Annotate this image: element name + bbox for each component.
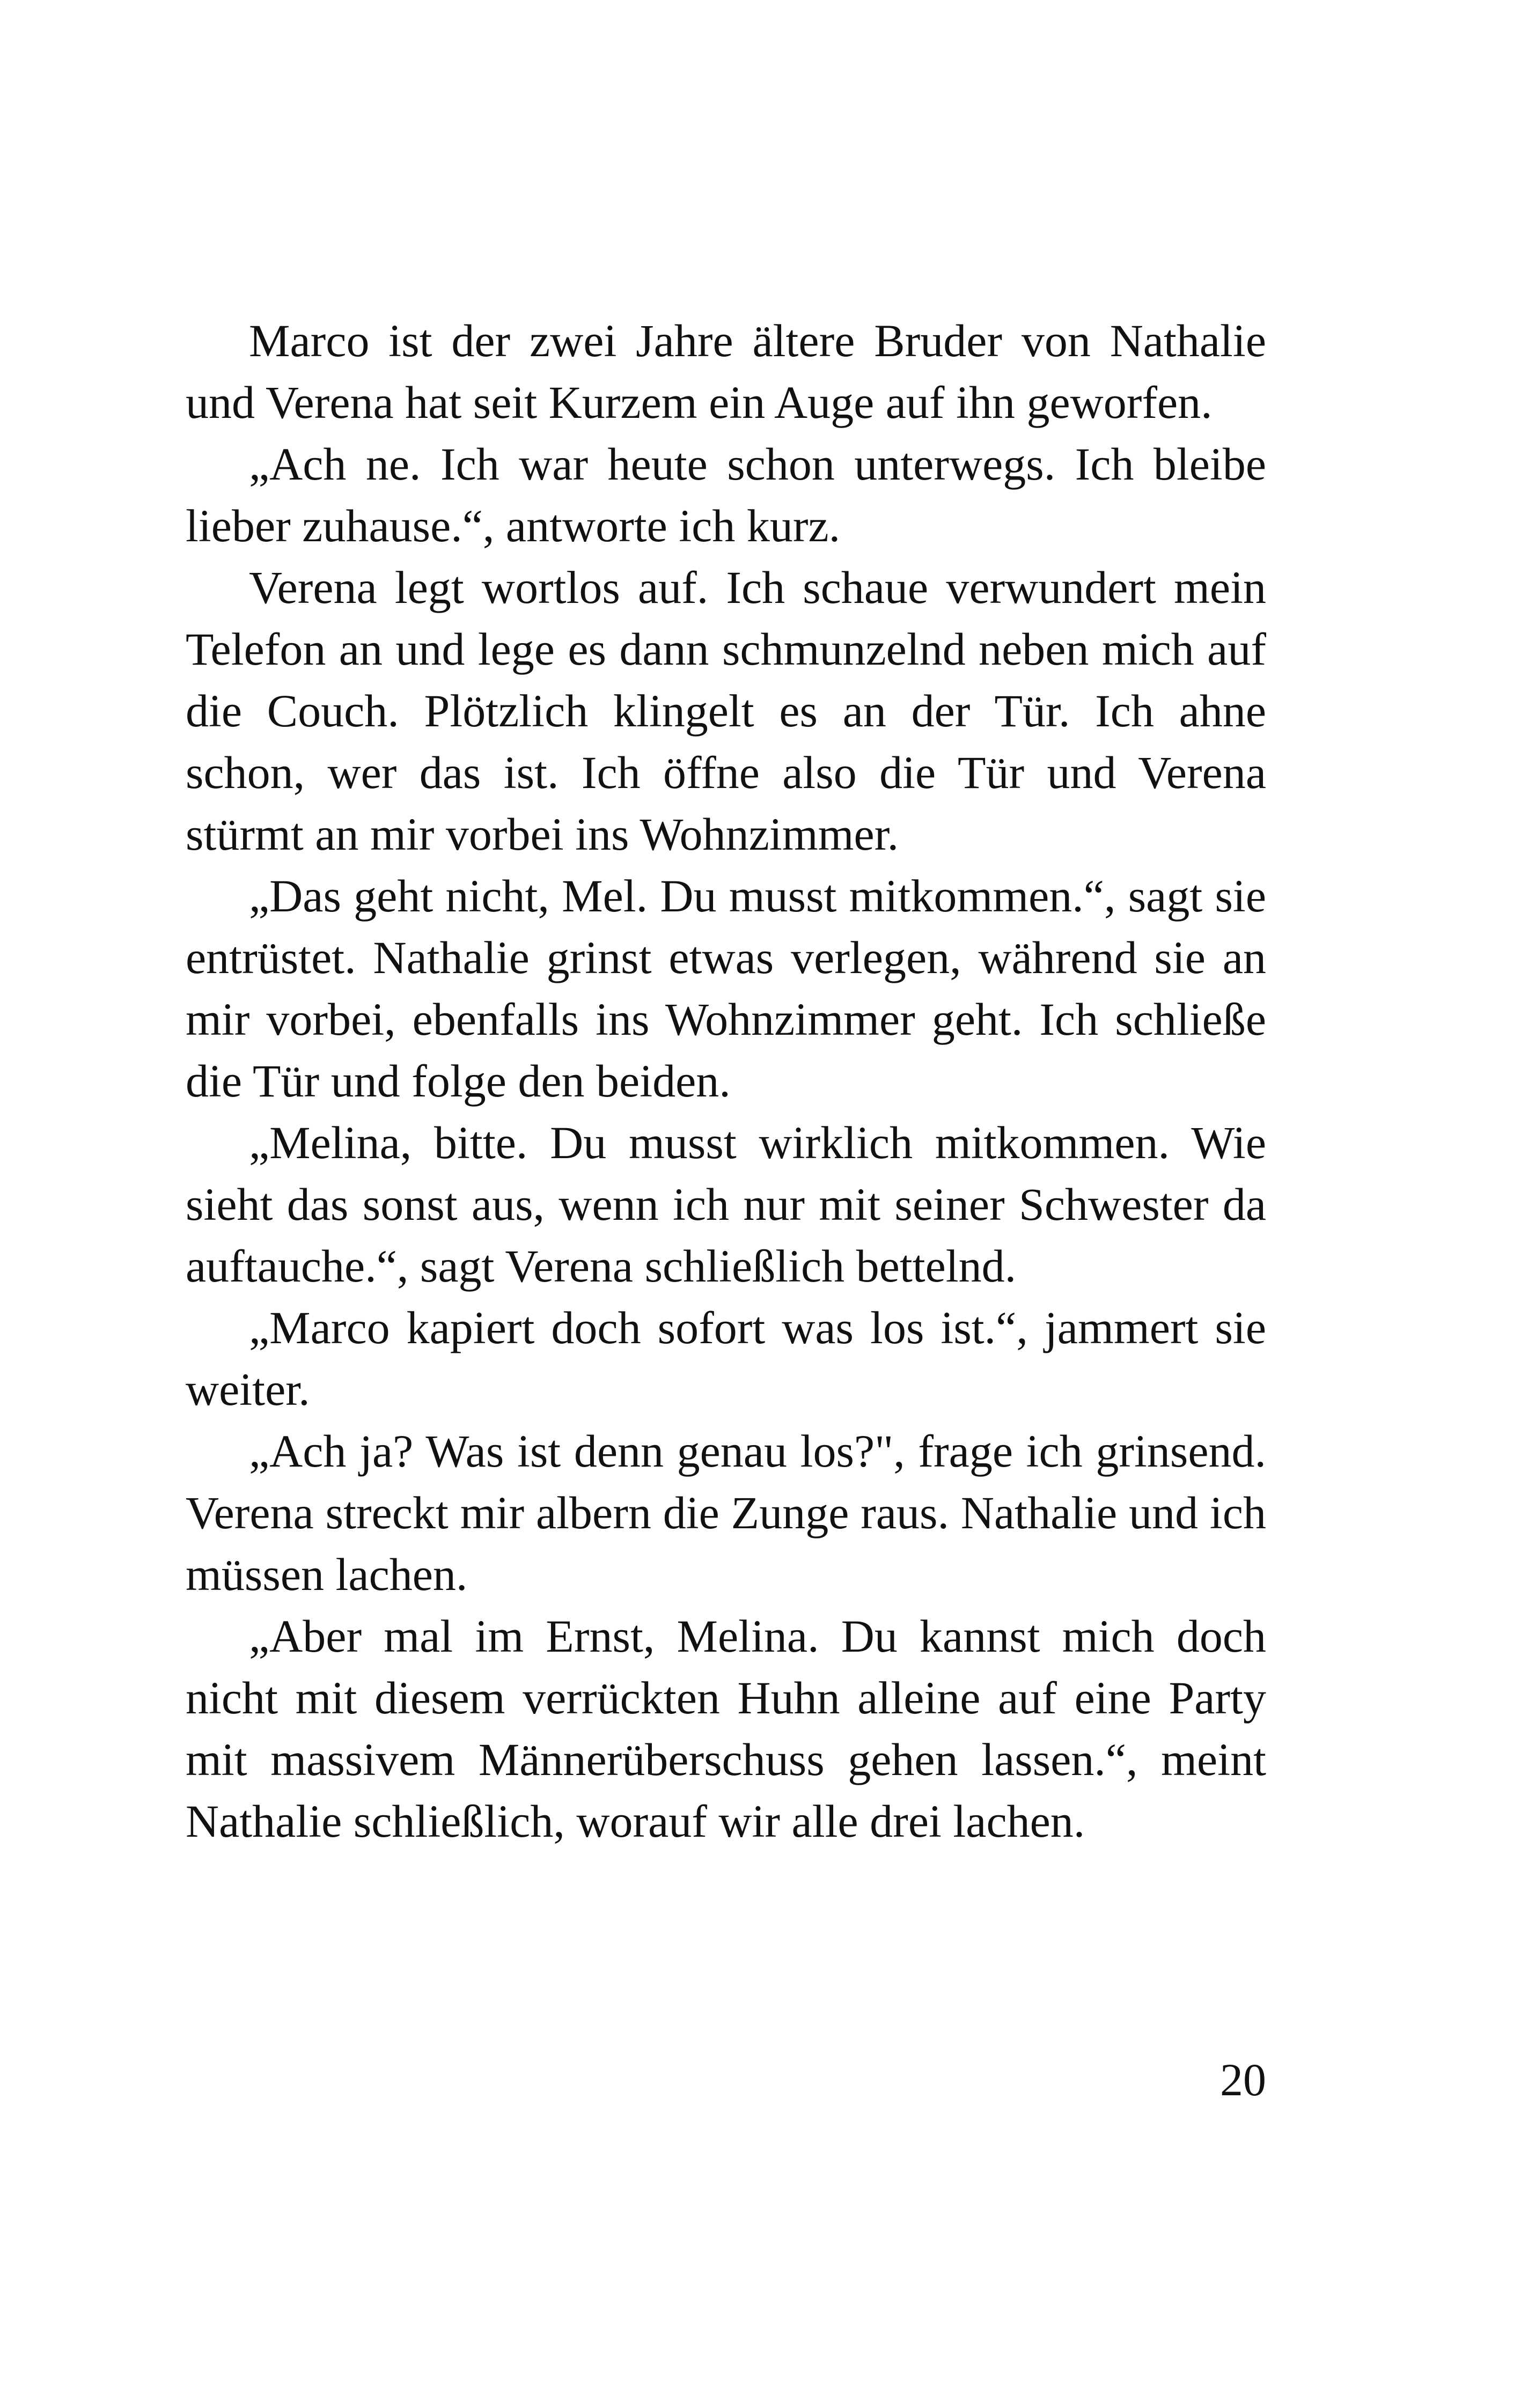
paragraph-8: „Aber mal im Ernst, Melina. Du kannst mich doch nicht mit diesem verrückten Huhn alleine auf eine Party mit massivem Männerüberschuss gehen lassen.“, meint Nathalie schließlich, worauf wir alle drei lachen.	[186, 1610, 1266, 1847]
paragraph-5: „Melina, bitte. Du musst wirklich mitkommen. Wie sieht das sonst aus, wenn ich nur mit seiner Schwester da auftauche.“, sagt Verena schließlich bettelnd.	[186, 1117, 1266, 1292]
paragraph-7: „Ach ja? Was ist denn genau los?", frage ich grinsend. Verena streckt mir albern die Zunge raus. Nathalie und ich müssen lachen.	[186, 1425, 1266, 1600]
paragraph-1: Marco ist der zwei Jahre ältere Bruder von Nathalie und Verena hat seit Kurzem ein Auge auf ihn geworfen.	[186, 315, 1266, 428]
body-text	[186, 310, 1266, 1852]
paragraph-3: Verena legt wortlos auf. Ich schaue verwundert mein Telefon an und lege es dann schmunzelnd neben mich auf die Couch. Plötzlich klingelt es an der Tür. Ich ahne schon, wer das ist. Ich öffne also die Tür und Verena stürmt an mir vorbei ins Wohnzimmer.	[186, 562, 1266, 860]
paragraph-2: „Ach ne. Ich war heute schon unterwegs. Ich bleibe lieber zuhause.“, antworte ich kurz.	[186, 438, 1266, 551]
page-number: 20	[1220, 2054, 1266, 2105]
paragraph-6: „Marco kapiert doch sofort was los ist.“, jammert sie weiter.	[186, 1302, 1266, 1415]
paragraph-4: „Das geht nicht, Mel. Du musst mitkommen.“, sagt sie entrüstet. Nathalie grinst etwas verlegen, während sie an mir vorbei, ebenfalls ins Wohnzimmer geht. Ich schließe die Tür und folge den beiden.	[186, 870, 1266, 1107]
